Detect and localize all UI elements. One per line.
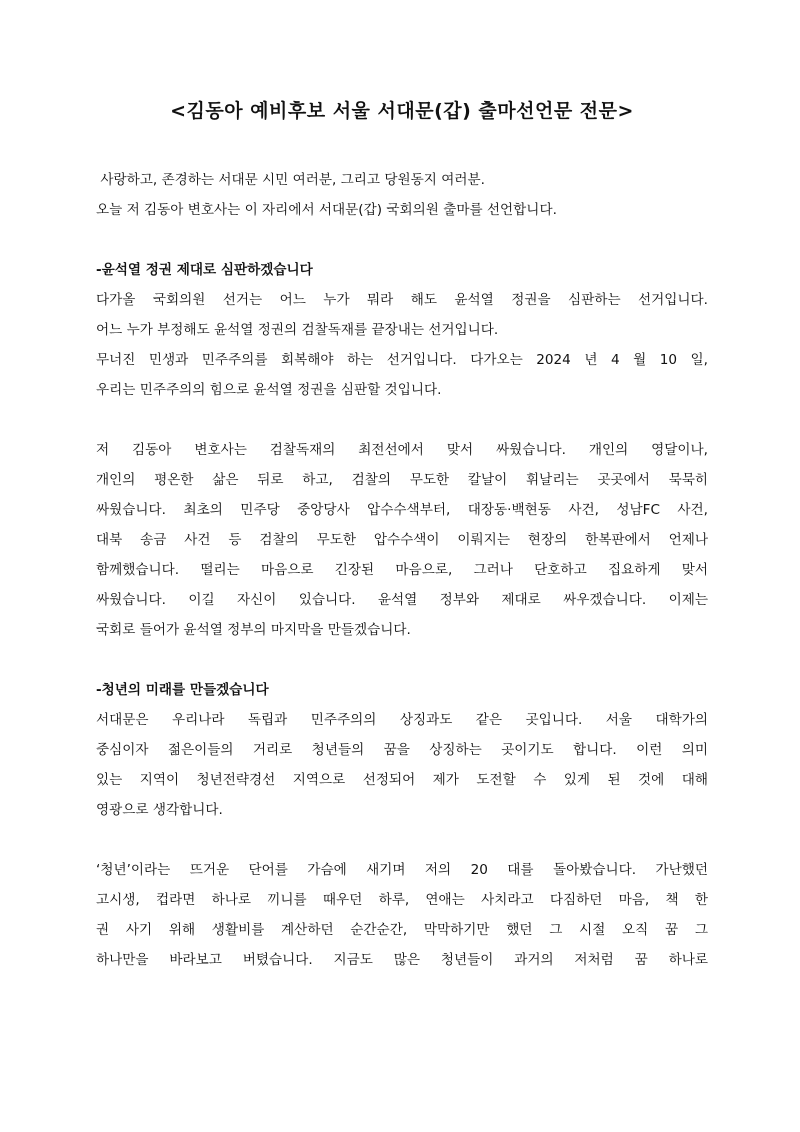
text-line: ‘청년’이라는 뜨거운 단어를 가슴에 새기며 저의 20 대를 돌아봤습니다. 가난했던 (96, 862, 708, 878)
text-line: 사랑하고, 존경하는 서대문 시민 여러분, 그리고 당원동지 여러분. (96, 172, 485, 188)
text-line: 싸웠습니다. 이길 자신이 있습니다. 윤석열 정부와 제대로 싸우겠습니다. 이제는 (96, 592, 708, 608)
text-line: 고시생, 컵라면 하나로 끼니를 때우던 하루, 연애는 사치라고 다짐하던 마음, 책 한 (96, 892, 708, 908)
text-line: 함께했습니다. 떨리는 마음으로 긴장된 마음으로, 그러나 단호하고 집요하게 맞서 (96, 562, 708, 578)
text-line: 다가올 국회의원 선거는 어느 누가 뭐라 해도 윤석열 정권을 심판하는 선거입니다. (96, 292, 708, 308)
text-line: 무너진 민생과 민주주의를 회복해야 하는 선거입니다. 다가오는 2024 년 4 월 10 일, (96, 352, 708, 368)
text-line: 영광으로 생각합니다. (96, 802, 223, 818)
paragraph-gap (96, 225, 708, 255)
text-line: 어느 누가 부정해도 윤석열 정권의 검찰독재를 끝장내는 선거입니다. (96, 322, 499, 338)
paragraph-gap (96, 405, 708, 435)
intro-paragraph (96, 165, 708, 225)
text-line: 싸웠습니다. 최초의 민주당 중앙당사 압수수색부터, 대장동·백현동 사건, 성남FC 사건, (96, 502, 708, 518)
text-line: 저 김동아 변호사는 검찰독재의 최전선에서 맞서 싸웠습니다. 개인의 영달이나, (96, 442, 708, 458)
text-line: 우리는 민주주의의 힘으로 윤석열 정권을 심판할 것입니다. (96, 382, 442, 398)
text-line: 서대문은 우리나라 독립과 민주주의의 상징과도 같은 곳입니다. 서울 대학가의 (96, 712, 708, 728)
text-line: 오늘 저 김동아 변호사는 이 자리에서 서대문(갑) 국회의원 출마를 선언합니다. (96, 202, 557, 218)
text-line: 대북 송금 사건 등 검찰의 무도한 압수수색이 이뤄지는 현장의 한복판에서 언제나 (96, 532, 708, 548)
document-page (96, 96, 708, 975)
paragraph-gap (96, 825, 708, 855)
paragraph-gap (96, 645, 708, 675)
section-judgment (96, 255, 708, 645)
text-line: 권 사기 위해 생활비를 계산하던 순간순간, 막막하기만 했던 그 시절 오직 꿈 그 (96, 922, 708, 938)
section-heading: -윤석열 정권 제대로 심판하겠습니다 (96, 262, 313, 278)
text-line: 있는 지역이 청년전략경선 지역으로 선정되어 제가 도전할 수 있게 된 것에 대해 (96, 772, 708, 788)
document-title: <김동아 예비후보 서울 서대문(갑) 출마선언문 전문> (170, 100, 634, 122)
text-line: 하나만을 바라보고 버텼습니다. 지금도 많은 청년들이 과거의 저처럼 꿈 하나로 (96, 952, 708, 968)
section-youth (96, 675, 708, 975)
section-heading: -청년의 미래를 만들겠습니다 (96, 682, 269, 698)
text-line: 개인의 평온한 삶은 뒤로 하고, 검찰의 무도한 칼날이 휘날리는 곳곳에서 묵묵히 (96, 472, 708, 488)
text-line: 국회로 들어가 윤석열 정부의 마지막을 만들겠습니다. (96, 622, 411, 638)
text-line: 중심이자 젊은이들의 거리로 청년들의 꿈을 상징하는 곳이기도 합니다. 이런 의미 (96, 742, 708, 758)
